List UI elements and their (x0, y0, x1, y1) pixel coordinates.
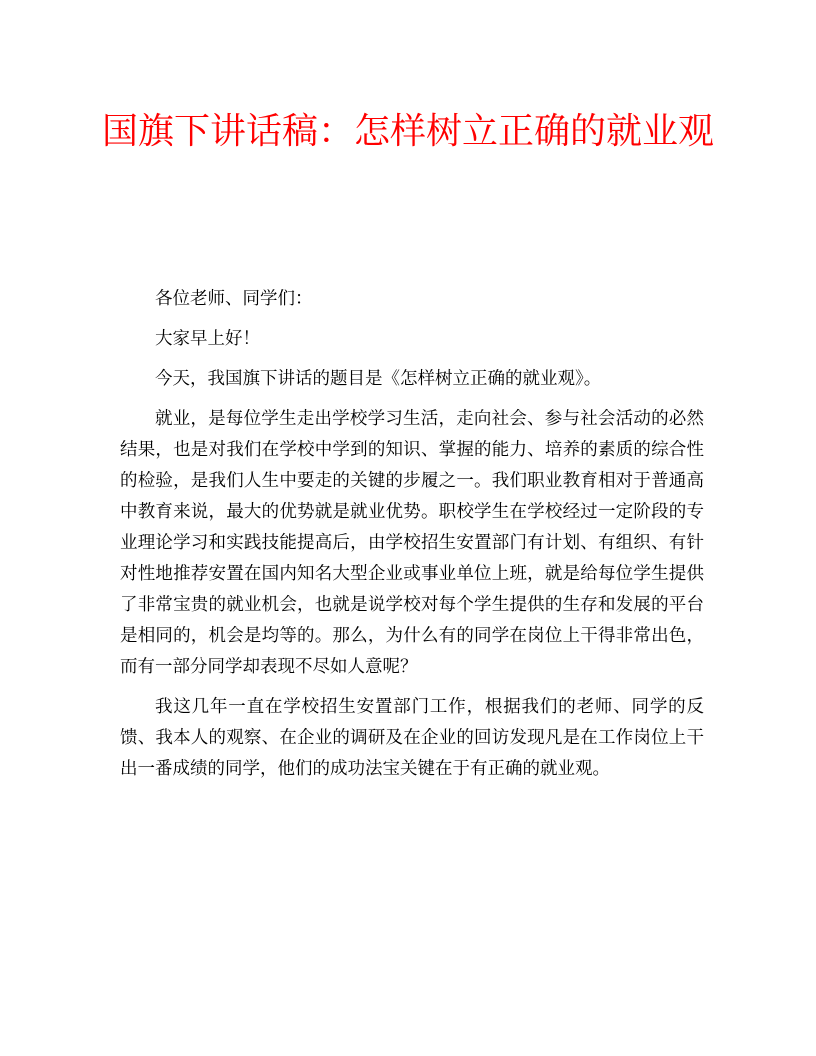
body-paragraph: 就业，是每位学生走出学校学习生活，走向社会、参与社会活动的必然结果，也是对我们在学校中学到的知识、掌握的能力、培养的素质的综合性的检验，是我们人生中要走的关键的步履之一。我们职业教育相对于普通高中教育来说，最大的优势就是就业优势。职校学生在学校经过一定阶段的专业理论学习和实践技能提高后，由学校招生安置部门有计划、有组织、有针对性地推荐安置在国内知名大型企业或事业单位上班，就是给每位学生提供了非常宝贵的就业机会，也就是说学校对每个学生提供的生存和发展的平台是相同的，机会是均等的。那么，为什么有的同学在岗位上干得非常出色，而有一部分同学却表现不尽如人意呢？ (120, 409, 704, 677)
document-title: 国旗下讲话稿：怎样树立正确的就业观 (101, 111, 714, 152)
salutation-paragraph: 各位老师、同学们： (155, 289, 313, 309)
document-body (120, 284, 704, 794)
topic-paragraph: 今天，我国旗下讲话的题目是《怎样树立正确的就业观》。 (155, 369, 602, 389)
greeting-paragraph: 大家早上好！ (155, 329, 260, 349)
body-paragraph: 我这几年一直在学校招生安置部门工作，根据我们的老师、同学的反馈、我本人的观察、在企业的调研及在企业的回访发现凡是在工作岗位上干出一番成绩的同学，他们的成功法宝关键在于有正确的就业观。 (120, 697, 704, 779)
